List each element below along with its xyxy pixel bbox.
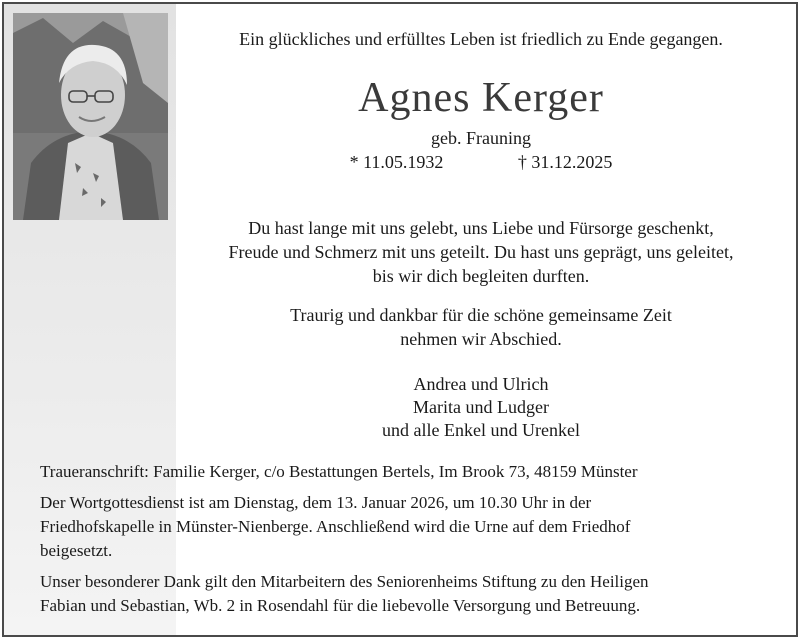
service-info bbox=[40, 491, 780, 563]
family-line: und alle Enkel und Urenkel bbox=[382, 420, 580, 440]
mourning-address bbox=[40, 460, 780, 484]
headline: Ein glückliches und erfülltes Leben ist friedlich zu Ende gegangen. bbox=[239, 29, 723, 49]
portrait-photo bbox=[13, 13, 168, 220]
service-line: Friedhofskapelle in Münster-Nienberge. Anschließend wird die Urne auf dem Friedhof bbox=[40, 517, 631, 536]
address-line: Traueranschrift: Familie Kerger, c/o Bestattungen Bertels, Im Brook 73, 48159 Münster bbox=[40, 462, 638, 481]
farewell-text bbox=[176, 303, 786, 351]
death-date: † 31.12.2025 bbox=[517, 152, 613, 172]
farewell-line: nehmen wir Abschied. bbox=[400, 329, 562, 349]
poem-line: bis wir dich begleiten durften. bbox=[372, 266, 590, 286]
maiden-name: geb. Frauning bbox=[431, 128, 531, 148]
service-line: Der Wortgottesdienst ist am Dienstag, dem 13. Januar 2026, um 10.30 Uhr in der bbox=[40, 493, 592, 512]
memorial-poem bbox=[176, 216, 786, 288]
thanks-note bbox=[40, 570, 780, 618]
deceased-name: Agnes Kerger bbox=[358, 75, 604, 121]
thanks-line: Unser besonderer Dank gilt den Mitarbeitern des Seniorenheims Stiftung zu den Heiligen bbox=[40, 572, 649, 591]
life-dates bbox=[176, 152, 786, 173]
poem-line: Du hast lange mit uns gelebt, uns Liebe und Fürsorge geschenkt, bbox=[248, 218, 714, 238]
obituary-card bbox=[2, 2, 798, 637]
family-line: Andrea und Ulrich bbox=[413, 374, 549, 394]
family-line: Marita und Ludger bbox=[413, 397, 549, 417]
farewell-line: Traurig und dankbar für die schöne gemeinsame Zeit bbox=[290, 305, 672, 325]
service-line: beigesetzt. bbox=[40, 541, 113, 560]
mourning-family bbox=[176, 373, 786, 442]
birth-date: * 11.05.1932 bbox=[349, 152, 444, 172]
poem-line: Freude und Schmerz mit uns geteilt. Du hast uns geprägt, uns geleitet, bbox=[228, 242, 734, 262]
thanks-line: Fabian und Sebastian, Wb. 2 in Rosendahl für die liebevolle Versorgung und Betreuung. bbox=[40, 596, 641, 615]
